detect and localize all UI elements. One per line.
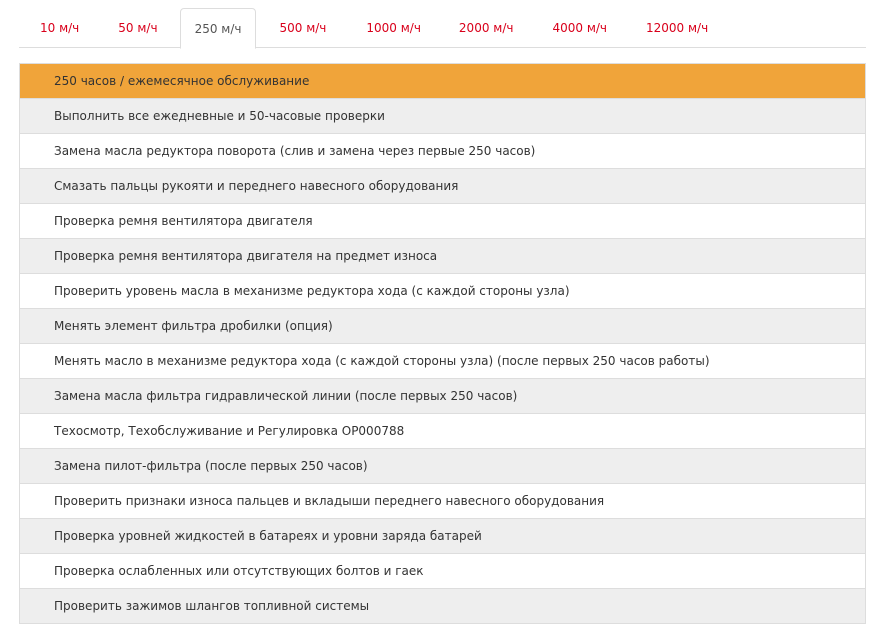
table-row: Проверка ремня вентилятора двигателя: [20, 203, 865, 238]
interval-tabs: [19, 8, 866, 48]
table-row: Замена масла фильтра гидравлической линии (после первых 250 часов): [20, 378, 865, 413]
table-row: Замена масла редуктора поворота (слив и замена через первые 250 часов): [20, 133, 865, 168]
tab-50[interactable]: 50 м/ч: [118, 21, 158, 35]
table-row: Проверить зажимов шлангов топливной системы: [20, 588, 865, 623]
table-row: Проверка ремня вентилятора двигателя на предмет износа: [20, 238, 865, 273]
table-row: Менять масло в механизме редуктора хода (с каждой стороны узла) (после первых 250 часов работы): [20, 343, 865, 378]
tab-1000[interactable]: 1000 м/ч: [366, 21, 421, 35]
table-row: Выполнить все ежедневные и 50-часовые проверки: [20, 98, 865, 133]
table-row: Проверка ослабленных или отсутствующих болтов и гаек: [20, 553, 865, 588]
tab-500[interactable]: 500 м/ч: [279, 21, 327, 35]
tab-4000[interactable]: 4000 м/ч: [552, 21, 608, 35]
tab-2000[interactable]: 2000 м/ч: [458, 21, 514, 35]
table-row: Замена пилот-фильтра (после первых 250 часов): [20, 448, 865, 483]
table-row: Смазать пальцы рукояти и переднего навесного оборудования: [20, 168, 865, 203]
table-row: Проверка уровней жидкостей в батареях и уровни заряда батарей: [20, 518, 865, 553]
table-row: Проверить признаки износа пальцев и вкладыши переднего навесного оборудования: [20, 483, 865, 518]
table-header: 250 часов / ежемесячное обслуживание: [20, 64, 865, 98]
tab-250[interactable]: 250 м/ч: [180, 8, 257, 49]
tab-10[interactable]: 10 м/ч: [40, 21, 80, 35]
maintenance-table: [19, 63, 866, 624]
table-row: Менять элемент фильтра дробилки (опция): [20, 308, 865, 343]
table-row: Техосмотр, Техобслуживание и Регулировка OP000788: [20, 413, 865, 448]
table-row: Проверить уровень масла в механизме редуктора хода (с каждой стороны узла): [20, 273, 865, 308]
tab-12000[interactable]: 12000 м/ч: [646, 21, 709, 35]
